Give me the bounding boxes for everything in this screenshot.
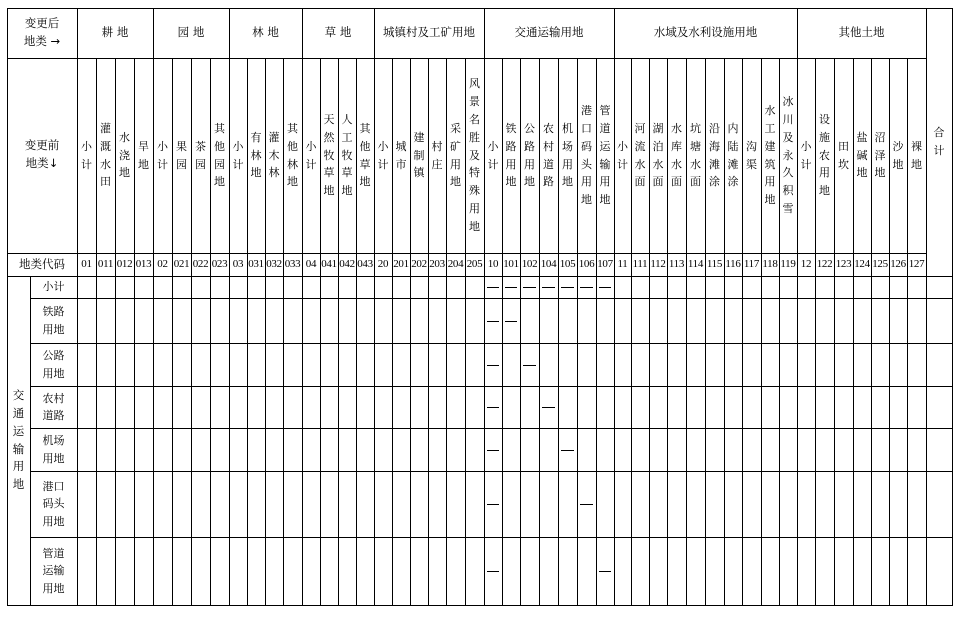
corner-header-before: 变更前 地类↓ xyxy=(24,138,60,170)
land-code: 101 xyxy=(503,258,519,270)
rule-column xyxy=(815,58,816,606)
rule-column xyxy=(302,8,303,606)
empty-dash xyxy=(580,287,593,288)
land-code: 03 xyxy=(232,258,244,270)
row-label: 公路 用地 xyxy=(42,349,65,380)
land-code: 205 xyxy=(466,258,483,270)
land-code: 124 xyxy=(854,258,870,270)
land-code: 117 xyxy=(743,258,760,270)
rule-column xyxy=(265,58,266,606)
land-code: 114 xyxy=(687,258,704,270)
land-code: 122 xyxy=(816,258,833,270)
land-code: 20 xyxy=(377,258,389,270)
rule-column xyxy=(115,58,116,606)
column-header: 茶 园 xyxy=(195,139,206,171)
empty-dash xyxy=(505,321,517,322)
rule-column xyxy=(871,58,872,606)
empty-dash xyxy=(487,571,499,572)
column-header: 沿 海 滩 涂 xyxy=(709,121,720,189)
column-header: 小 计 xyxy=(377,139,389,171)
land-code: 033 xyxy=(284,258,301,270)
column-header: 坑 塘 水 面 xyxy=(690,121,701,189)
land-code: 119 xyxy=(780,258,796,270)
land-code: 043 xyxy=(357,258,373,270)
land-code: 104 xyxy=(540,258,557,270)
land-code: 118 xyxy=(762,258,778,270)
rule-column xyxy=(558,58,559,606)
rule-column xyxy=(410,58,411,606)
land-code: 04 xyxy=(305,258,317,270)
empty-dash xyxy=(599,571,611,572)
land-code: 106 xyxy=(578,258,595,270)
rule-column xyxy=(539,58,540,606)
rule-column xyxy=(834,58,835,606)
group-header: 草 地 xyxy=(324,25,352,40)
land-code-label: 地类代码 xyxy=(19,256,65,271)
column-header: 其 他 林 地 xyxy=(287,121,298,189)
column-header: 灌 木 林 xyxy=(268,130,280,180)
land-code: 107 xyxy=(597,258,613,270)
empty-dash xyxy=(487,365,499,366)
rule-column xyxy=(577,58,578,606)
rule-column xyxy=(520,58,521,606)
column-header: 沙 地 xyxy=(892,139,904,171)
column-header: 村 庄 xyxy=(431,139,443,171)
rule-column xyxy=(649,58,650,606)
land-code: 013 xyxy=(135,258,152,270)
row-label: 小计 xyxy=(42,280,65,294)
land-code: 116 xyxy=(725,258,741,270)
empty-dash xyxy=(487,287,499,288)
column-header: 建 制 镇 xyxy=(413,130,425,180)
column-header: 冰 川 及 永 久 积 雪 xyxy=(782,95,794,216)
rule-column xyxy=(705,58,706,606)
empty-dash xyxy=(487,504,499,505)
column-header: 小 计 xyxy=(617,139,628,171)
column-header: 裸 地 xyxy=(911,139,922,171)
rule-column xyxy=(77,8,78,606)
rule-column xyxy=(952,8,953,606)
rule-column xyxy=(853,58,854,606)
rule-column xyxy=(229,8,230,606)
column-header: 沟 渠 xyxy=(746,139,757,171)
column-header: 田 坎 xyxy=(838,139,849,171)
empty-dash xyxy=(561,450,574,451)
rule-left xyxy=(7,8,8,606)
column-header: 小 计 xyxy=(232,139,244,171)
column-header: 机 场 用 地 xyxy=(562,121,573,189)
column-header: 农 村 道 路 xyxy=(543,121,554,189)
land-code: 022 xyxy=(192,258,209,270)
column-header: 有 林 地 xyxy=(250,130,262,180)
group-header: 园 地 xyxy=(177,25,205,40)
rule-column xyxy=(907,58,908,606)
land-code: 127 xyxy=(908,258,925,270)
rule-column xyxy=(446,58,447,606)
column-header: 小 计 xyxy=(800,139,812,171)
empty-dash xyxy=(487,321,499,322)
rule-column xyxy=(779,58,780,606)
empty-dash xyxy=(505,287,517,288)
column-header: 采 矿 用 地 xyxy=(450,121,461,189)
empty-dash xyxy=(599,287,611,288)
column-header: 其 他 园 地 xyxy=(214,121,225,189)
rule-column xyxy=(614,8,615,606)
rule-column xyxy=(631,58,632,606)
empty-dash xyxy=(542,287,555,288)
column-header: 灌 溉 水 田 xyxy=(100,121,111,189)
rule-row-split xyxy=(30,276,31,605)
rule-column xyxy=(667,58,668,606)
column-header: 水 浇 地 xyxy=(119,130,130,180)
column-header: 合 计 xyxy=(933,126,945,157)
land-code: 115 xyxy=(706,258,723,270)
group-header: 交通运输用地 xyxy=(514,25,584,40)
rule-column xyxy=(96,58,97,606)
empty-dash xyxy=(523,287,536,288)
rule-names-bottom xyxy=(7,253,926,254)
row-label: 港口 码头 用地 xyxy=(42,480,65,528)
land-code: 032 xyxy=(266,258,282,270)
land-code: 011 xyxy=(97,258,114,270)
column-header: 港 口 码 头 用 地 xyxy=(581,104,592,207)
land-code: 201 xyxy=(393,258,409,270)
column-header: 小 计 xyxy=(81,139,92,171)
empty-dash xyxy=(487,407,499,408)
column-header: 风 景 名 胜 及 特 殊 用 地 xyxy=(469,77,480,233)
rule-column xyxy=(465,58,466,606)
rule-column xyxy=(247,58,248,606)
group-header: 城镇村及工矿用地 xyxy=(383,25,475,40)
column-header: 水 库 水 面 xyxy=(671,121,682,189)
land-code: 102 xyxy=(521,258,538,270)
rule-column xyxy=(356,58,357,606)
land-code: 11 xyxy=(617,258,628,270)
group-header: 水域及水利设施用地 xyxy=(653,25,758,40)
rule-column xyxy=(283,58,284,606)
column-header: 沼 泽 地 xyxy=(874,130,886,180)
rule-column xyxy=(926,8,927,606)
land-code: 012 xyxy=(116,258,133,270)
rule-corner-split xyxy=(7,58,77,59)
column-header: 管 道 运 输 用 地 xyxy=(599,104,611,207)
row-group-transport: 交 通 运 输 用 地 xyxy=(12,388,25,492)
empty-dash xyxy=(580,504,593,505)
rule-column xyxy=(761,58,762,606)
land-code: 202 xyxy=(411,258,427,270)
column-header: 天 然 牧 草 地 xyxy=(323,112,335,198)
land-code: 204 xyxy=(447,258,464,270)
rule-column xyxy=(484,8,485,606)
rule-column xyxy=(172,58,173,606)
row-label: 管道 运输 用地 xyxy=(42,547,65,595)
land-code: 042 xyxy=(339,258,355,270)
rule-column xyxy=(724,58,725,606)
land-code: 111 xyxy=(632,258,648,270)
rule-column xyxy=(889,58,890,606)
land-code: 02 xyxy=(157,258,168,270)
rule-column xyxy=(210,58,211,606)
rule-column xyxy=(502,58,503,606)
column-header: 铁 路 用 地 xyxy=(505,121,517,189)
group-header: 林 地 xyxy=(252,25,279,40)
rule-column xyxy=(797,8,798,606)
rule-column xyxy=(134,58,135,606)
row-label: 农村 道路 xyxy=(42,391,65,422)
rule-column xyxy=(191,58,192,606)
column-header: 河 流 水 面 xyxy=(634,121,646,189)
rule-bottom xyxy=(7,605,953,606)
column-header: 人 工 牧 草 地 xyxy=(341,112,353,198)
land-code: 12 xyxy=(800,258,812,270)
empty-dash xyxy=(523,365,536,366)
land-code: 113 xyxy=(668,258,685,270)
land-code: 105 xyxy=(559,258,576,270)
rule-code-bottom xyxy=(7,276,953,277)
column-header: 湖 泊 水 面 xyxy=(652,121,664,189)
column-header: 小 计 xyxy=(157,139,168,171)
empty-dash xyxy=(561,287,574,288)
rule-column xyxy=(428,58,429,606)
column-header: 其 他 草 地 xyxy=(359,121,371,189)
row-label: 铁路 用地 xyxy=(42,305,65,336)
column-header: 旱 地 xyxy=(138,139,149,171)
rule-column xyxy=(596,58,597,606)
column-header: 盐 碱 地 xyxy=(856,130,868,180)
rule-column xyxy=(374,8,375,606)
column-header: 内 陆 滩 涂 xyxy=(727,121,739,189)
group-header: 其他土地 xyxy=(838,25,885,40)
land-code: 126 xyxy=(890,258,906,270)
row-label: 机场 用地 xyxy=(42,434,65,465)
land-code: 125 xyxy=(872,258,888,270)
corner-header-after: 变更后 地类 → xyxy=(23,16,61,48)
land-code: 123 xyxy=(835,258,852,270)
column-header: 小 计 xyxy=(305,139,317,171)
land-code: 023 xyxy=(211,258,228,270)
column-header: 水 工 建 筑 用 地 xyxy=(764,104,776,207)
column-header: 果 园 xyxy=(176,139,187,171)
column-header: 公 路 用 地 xyxy=(524,121,535,189)
land-code: 112 xyxy=(650,258,666,270)
land-code: 031 xyxy=(248,258,264,270)
land-code: 041 xyxy=(321,258,337,270)
empty-dash xyxy=(487,450,499,451)
column-header: 城 市 xyxy=(395,139,407,171)
land-code: 10 xyxy=(487,258,499,270)
empty-dash xyxy=(542,407,555,408)
land-code: 01 xyxy=(81,258,92,270)
land-code: 021 xyxy=(173,258,190,270)
column-header: 设 施 农 用 地 xyxy=(819,112,830,198)
rule-top xyxy=(7,8,953,9)
rule-column xyxy=(742,58,743,606)
land-code: 203 xyxy=(429,258,445,270)
rule-column xyxy=(153,8,154,606)
column-header: 小 计 xyxy=(487,139,499,171)
rule-column xyxy=(392,58,393,606)
rule-column xyxy=(320,58,321,606)
group-header: 耕 地 xyxy=(101,25,129,40)
rule-column xyxy=(338,58,339,606)
rule-column xyxy=(686,58,687,606)
